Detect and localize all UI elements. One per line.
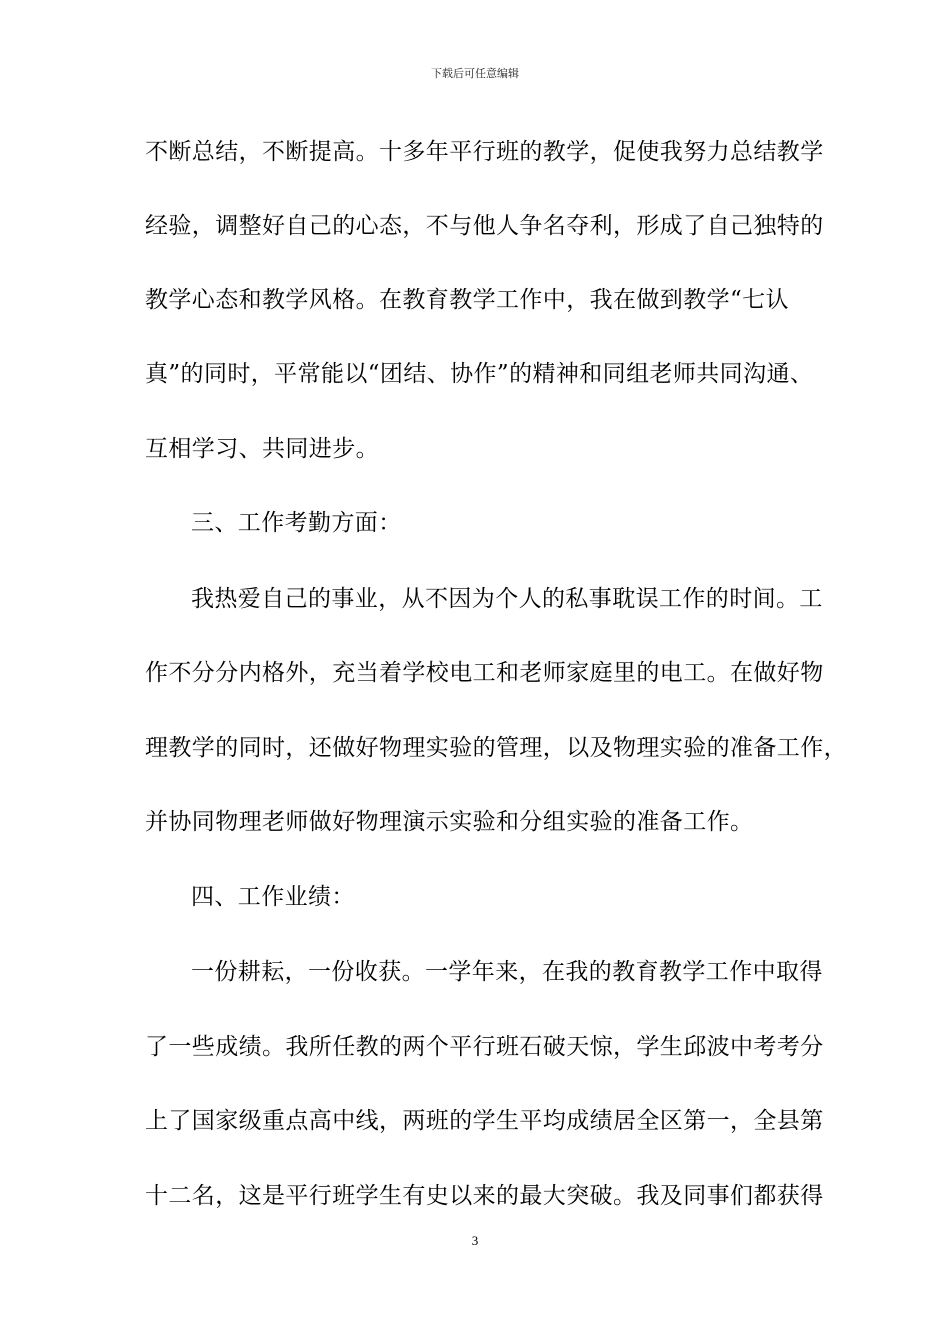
body-line: 不断总结，不断提高。十多年平行班的教学，促使我努力总结教学 <box>145 139 824 165</box>
body-line: 经验，调整好自己的心态，不与他人争名夺利，形成了自己独特的 <box>145 213 824 239</box>
body-line: 作不分分内格外，充当着学校电工和老师家庭里的电工。在做好物 <box>145 660 824 686</box>
section-heading: 三、工作考勤方面： <box>191 510 402 536</box>
section-heading: 四、工作业绩： <box>191 884 355 910</box>
body-line: 互相学习、共同进步。 <box>145 436 379 462</box>
body-line: 一份耕耘，一份收获。一学年来，在我的教育教学工作中取得 <box>191 959 823 985</box>
body-line: 十二名，这是平行班学生有史以来的最大突破。我及同事们都获得 <box>145 1183 824 1209</box>
body-line: 理教学的同时，还做好物理实验的管理，以及物理实验的准备工作， <box>145 735 847 761</box>
body-line: 真”的同时，平常能以“团结、协作”的精神和同组老师共同沟通、 <box>145 361 814 387</box>
body-line: 我热爱自己的事业，从不因为个人的私事耽误工作的时间。工 <box>191 586 823 612</box>
body-line: 上了国家级重点高中线，两班的学生平均成绩居全区第一，全县第 <box>145 1108 824 1134</box>
body-line: 了一些成绩。我所任教的两个平行班石破天惊，学生邱波中考考分 <box>145 1034 824 1060</box>
page-number: 3 <box>471 1233 479 1248</box>
page-header: 下载后可任意编辑 <box>431 67 519 80</box>
body-line: 并协同物理老师做好物理演示实验和分组实验的准备工作。 <box>145 809 754 835</box>
body-line: 教学心态和教学风格。在教育教学工作中，我在做到教学“七认 <box>145 287 789 313</box>
